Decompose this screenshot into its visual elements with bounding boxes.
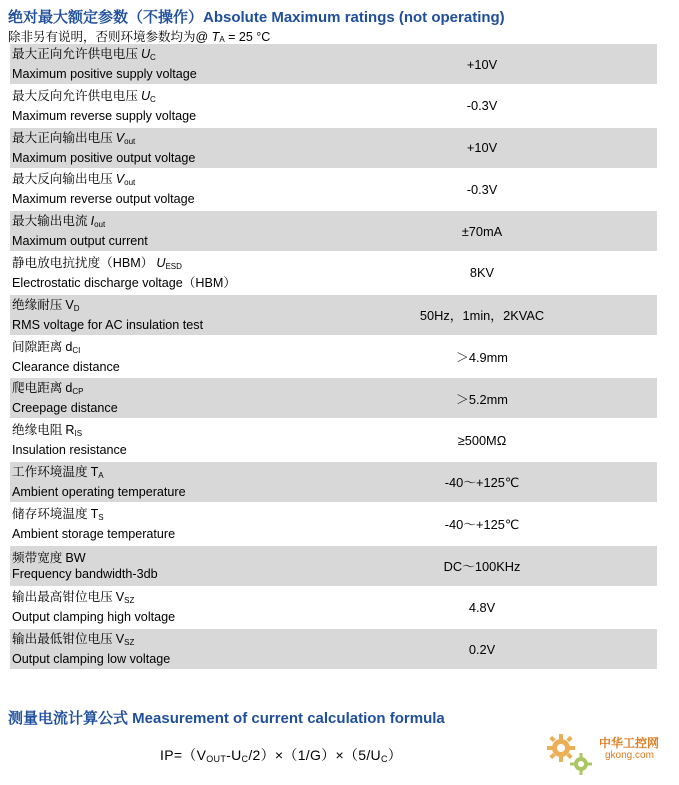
parameter-name-cn: 工作环境温度 bbox=[12, 464, 88, 479]
parameter-symbol-subscript: C bbox=[150, 94, 156, 104]
parameter-cell bbox=[10, 631, 402, 667]
parameter-cell bbox=[10, 464, 402, 500]
parameter-name-cn: 最大反向允许供电电压 bbox=[12, 88, 138, 103]
parameter-symbol: R bbox=[65, 423, 75, 438]
parameter-value: DC～100KHz bbox=[443, 559, 521, 575]
page-title: 绝对最大额定参数（不操作）Absolute Maximum ratings (not operating) bbox=[8, 9, 505, 26]
condition-note bbox=[8, 27, 270, 45]
parameter-name-cn-line bbox=[12, 130, 402, 150]
parameter-cell bbox=[10, 46, 402, 82]
parameter-name-cn-line bbox=[12, 46, 402, 66]
parameter-symbol-subscript: CP bbox=[72, 387, 84, 397]
parameter-symbol-subscript: A bbox=[98, 470, 104, 480]
parameter-name-en: Output clamping high voltage bbox=[12, 610, 176, 625]
parameter-value: 0.2V bbox=[468, 641, 496, 657]
parameter-name-cn-line bbox=[12, 422, 402, 442]
parameter-cell bbox=[10, 213, 402, 249]
parameter-name-cn: 静电放电抗扰度（HBM） bbox=[12, 255, 154, 270]
parameter-cell bbox=[10, 380, 402, 416]
parameter-value: -0.3V bbox=[466, 98, 498, 114]
parameter-value: 8KV bbox=[469, 265, 495, 281]
formula-part: /2）×（1/G）×（5/U bbox=[248, 747, 381, 763]
table-row bbox=[10, 44, 657, 84]
parameter-symbol: V bbox=[115, 632, 125, 647]
parameter-symbol: T bbox=[90, 506, 99, 521]
parameter-symbol-subscript: out bbox=[124, 178, 136, 188]
table-row bbox=[10, 128, 657, 168]
parameter-name-cn-line bbox=[12, 297, 402, 317]
table-row bbox=[10, 337, 657, 377]
parameter-name-cn: 最大正向允许供电电压 bbox=[12, 47, 138, 61]
parameter-name-en: Ambient storage temperature bbox=[12, 526, 176, 541]
table-row bbox=[10, 253, 657, 293]
parameter-symbol: V bbox=[115, 590, 125, 605]
table-row bbox=[10, 295, 657, 335]
parameter-name-cn-line bbox=[12, 255, 402, 275]
table-row bbox=[10, 86, 657, 126]
parameter-value: -0.3V bbox=[466, 181, 498, 197]
parameter-cell bbox=[10, 589, 402, 625]
parameter-name-cn-line bbox=[12, 464, 402, 484]
parameter-name-en: Output clamping low voltage bbox=[12, 652, 171, 667]
parameter-name-cn-line bbox=[12, 589, 402, 609]
parameter-symbol: T bbox=[90, 464, 99, 479]
parameter-name-cn: 间隙距离 bbox=[12, 339, 63, 354]
parameter-name-en: Clearance distance bbox=[12, 359, 120, 374]
parameter-symbol-subscript: D bbox=[73, 303, 80, 313]
table-row bbox=[10, 169, 657, 209]
formula-part: ） bbox=[387, 747, 403, 763]
current-formula bbox=[160, 745, 402, 765]
parameter-value: -40～+125℃ bbox=[444, 475, 520, 491]
condition-subscript: A bbox=[219, 35, 225, 44]
table-row bbox=[10, 378, 657, 418]
parameter-symbol: V bbox=[115, 130, 125, 145]
formula-sub: C bbox=[241, 754, 249, 764]
parameter-name-en: Maximum positive output voltage bbox=[12, 150, 196, 165]
formula-part: IP=（V bbox=[160, 747, 207, 763]
parameter-name-en: Maximum positive supply voltage bbox=[12, 67, 197, 81]
gear-logo-icon bbox=[541, 728, 601, 780]
condition-symbol: T bbox=[211, 30, 220, 44]
table-row bbox=[10, 462, 657, 502]
parameter-cell bbox=[10, 339, 402, 375]
table-row bbox=[10, 211, 657, 251]
watermark-name: 中华工控网 bbox=[599, 736, 660, 750]
parameter-name-cn: 绝缘电阻 bbox=[12, 423, 63, 438]
parameter-name-cn-line bbox=[12, 380, 402, 400]
parameter-name-en: RMS voltage for AC insulation test bbox=[12, 317, 204, 332]
parameter-value: ＞5.2mm bbox=[456, 391, 508, 407]
parameter-value: 50Hz，1min，2KVAC bbox=[419, 308, 545, 324]
parameter-name-cn-line bbox=[12, 171, 402, 191]
parameter-name-cn: 频带宽度 bbox=[12, 550, 63, 565]
parameter-name-cn-line bbox=[12, 213, 402, 233]
parameter-name-cn-line bbox=[12, 506, 402, 526]
ratings-table bbox=[10, 44, 657, 671]
table-row bbox=[10, 420, 657, 460]
parameter-cell bbox=[10, 88, 402, 124]
condition-suffix: = 25 °C bbox=[224, 30, 271, 44]
parameter-cell bbox=[10, 255, 402, 291]
condition-prefix: 除非另有说明，否则环境参数均为@ bbox=[8, 30, 212, 44]
parameter-symbol: V bbox=[115, 172, 125, 187]
parameter-symbol-subscript: IS bbox=[74, 429, 83, 439]
parameter-name-cn-line bbox=[12, 631, 402, 651]
parameter-value: +10V bbox=[466, 140, 498, 156]
formula-sub: C bbox=[380, 754, 388, 764]
parameter-value: ≥500MΩ bbox=[457, 432, 507, 448]
parameter-symbol-subscript: SZ bbox=[124, 596, 135, 606]
parameter-name-cn-line bbox=[12, 88, 402, 108]
parameter-name-cn: 最大反向输出电压 bbox=[12, 172, 113, 187]
parameter-name-en: Creepage distance bbox=[12, 401, 118, 416]
site-watermark bbox=[541, 728, 673, 780]
parameter-name-cn-line bbox=[12, 550, 402, 566]
parameter-name-cn-line bbox=[12, 339, 402, 359]
parameter-value: -40～+125℃ bbox=[444, 517, 520, 533]
table-row bbox=[10, 546, 657, 586]
parameter-name-cn: 储存环境温度 bbox=[12, 506, 88, 521]
parameter-name-cn: 爬电距离 bbox=[12, 381, 63, 396]
parameter-symbol: I bbox=[90, 214, 95, 229]
formula-part: -U bbox=[226, 747, 242, 763]
parameter-symbol-subscript: S bbox=[98, 512, 104, 522]
parameter-name-cn: 绝缘耐压 bbox=[12, 297, 63, 312]
parameter-symbol-subscript: CI bbox=[72, 345, 81, 355]
parameter-symbol: d bbox=[65, 381, 73, 396]
parameter-cell bbox=[10, 171, 402, 207]
parameter-symbol: U bbox=[156, 255, 166, 270]
parameter-value: ＞4.9mm bbox=[456, 350, 508, 366]
parameter-name-en: Maximum output current bbox=[12, 234, 148, 249]
parameter-cell bbox=[10, 506, 402, 542]
parameter-symbol: d bbox=[65, 339, 73, 354]
parameter-value: ±70mA bbox=[461, 223, 503, 239]
parameter-name-en: Ambient operating temperature bbox=[12, 484, 186, 499]
parameter-name-en: Insulation resistance bbox=[12, 443, 127, 458]
parameter-symbol: V bbox=[65, 297, 74, 312]
formula-section-title: 测量电流计算公式 Measurement of current calculation formula bbox=[8, 710, 445, 727]
parameter-symbol-subscript: out bbox=[94, 220, 106, 230]
parameter-symbol: BW bbox=[65, 550, 86, 565]
table-row bbox=[10, 629, 657, 669]
formula-sub: OUT bbox=[206, 754, 227, 764]
parameter-name-en: Electrostatic discharge voltage（HBM） bbox=[12, 275, 236, 290]
parameter-name-en: Frequency bandwidth-3db bbox=[12, 566, 158, 581]
watermark-url: gkong.com bbox=[605, 750, 654, 761]
parameter-symbol-subscript: C bbox=[150, 53, 156, 62]
parameter-cell bbox=[10, 130, 402, 166]
parameter-symbol-subscript: ESD bbox=[165, 261, 182, 271]
parameter-name-en: Maximum reverse output voltage bbox=[12, 192, 195, 207]
table-row bbox=[10, 587, 657, 627]
parameter-symbol: U bbox=[140, 47, 151, 61]
parameter-value: +10V bbox=[466, 56, 498, 72]
parameter-symbol: U bbox=[140, 88, 151, 103]
parameter-cell bbox=[10, 550, 402, 582]
parameter-cell bbox=[10, 297, 402, 333]
parameter-symbol-subscript: SZ bbox=[124, 638, 135, 648]
parameter-name-cn: 输出最高钳位电压 bbox=[12, 590, 113, 605]
parameter-name-en: Maximum reverse supply voltage bbox=[12, 108, 197, 123]
table-row bbox=[10, 504, 657, 544]
parameter-name-cn: 最大正向输出电压 bbox=[12, 130, 113, 145]
parameter-name-cn: 输出最低钳位电压 bbox=[12, 632, 113, 647]
parameter-name-cn: 最大输出电流 bbox=[12, 214, 88, 229]
parameter-symbol-subscript: out bbox=[124, 136, 136, 146]
parameter-value: 4.8V bbox=[468, 599, 496, 615]
parameter-cell bbox=[10, 422, 402, 458]
